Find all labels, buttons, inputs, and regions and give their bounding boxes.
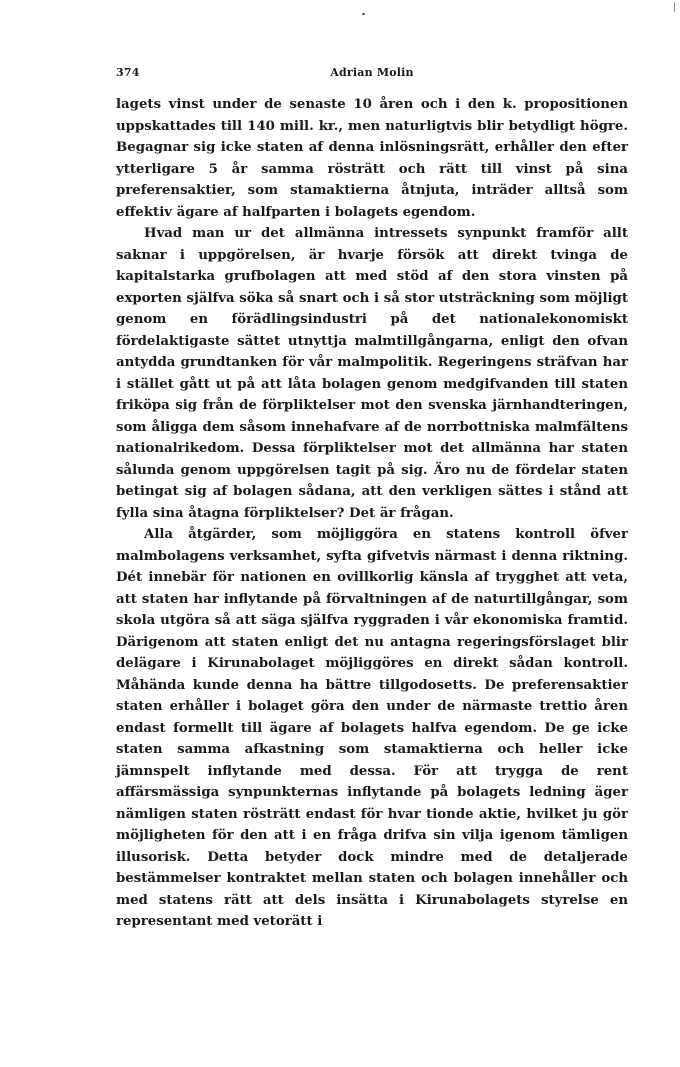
running-head <box>116 66 628 82</box>
paragraph: lagets vinst under de senaste 10 åren och i den k. propositionen uppskattades till 140 mill. kr., men naturligtvis blir betydligt högre. Begagnar sig icke staten af denna inlösningsrätt, erhåller den efter ytterligare 5 år samma rösträtt och rätt till vinst på sina preferensaktier, som stamaktierna åtnjuta, inträder alltså som effektiv ägare af halfparten i bolagets egendom. <box>116 97 628 220</box>
scan-speck <box>362 13 365 15</box>
paragraph: Alla åtgärder, som möjliggöra en statens kontroll öfver malmbolagens verksamhet, syfta gifvetvis närmast i denna riktning. Dét innebär för nationen en ovillkorlig känsla af trygghet att veta, att staten har inflytande på förvaltningen af de naturtillgångar, som skola utgöra så att säga själfva ryggraden i vår ekonomiska framtid. Därigenom att staten enligt det nu antagna regeringsförslaget blir delägare i Kirunabolaget möjliggöres en direkt sådan kontroll. Måhända kunde denna ha bättre tillgodosetts. De preferensaktier staten erhåller i bolaget göra den under de närmaste trettio åren endast formellt till ägare af bolagets halfva egendom. De ge icke staten samma afkastning som stamaktierna och heller icke jämnspelt inflytande med dessa. För att trygga de rent affärsmässiga synpunkternas inflytande på bolagets ledning äger nämligen staten rösträtt endast för hvar tionde aktie, hvilket ju gör möjligheten för den att i en fråga drifva sin vilja igenom tämligen illusorisk. Detta betyder dock mindre med de detaljerade bestämmelser kontraktet mellan staten och bolagen innehåller och med statens rätt att dels insätta i Kirunabolagets styrelse en representant med vetorätt i <box>116 527 628 929</box>
running-head-author: Adrian Molin <box>330 66 414 79</box>
scan-speck <box>674 2 675 12</box>
body-text <box>116 94 628 933</box>
paragraph: Hvad man ur det allmänna intressets synpunkt framför allt saknar i uppgörelsen, är hvarje försök att direkt tvinga de kapitalstarka grufbolagen att med stöd af den stora vinsten på exporten själfva söka så snart och i så stor utsträckning som möjligt genom en förädlingsindustri på det nationalekonomiskt fördelaktigaste sättet utnyttja malmtillgångarna, enligt den ofvan antydda grundtanken för vår malmpolitik. Regeringens sträfvan har i stället gått ut på att låta bolagen genom medgifvanden till staten friköpa sig från de förpliktelser mot den svenska järnhandteringen, som åligga dem såsom innehafvare af de norrbottniska malmfältens nationalrikedom. Dessa förpliktelser mot det allmänna har staten sålunda genom uppgörelsen tagit på sig. Äro nu de fördelar staten betingat sig af bolagen sådana, att den verkligen sättes i stånd att fylla sina åtagna förpliktelser? Det är frågan. <box>116 226 628 521</box>
page-number: 374 <box>116 66 140 79</box>
